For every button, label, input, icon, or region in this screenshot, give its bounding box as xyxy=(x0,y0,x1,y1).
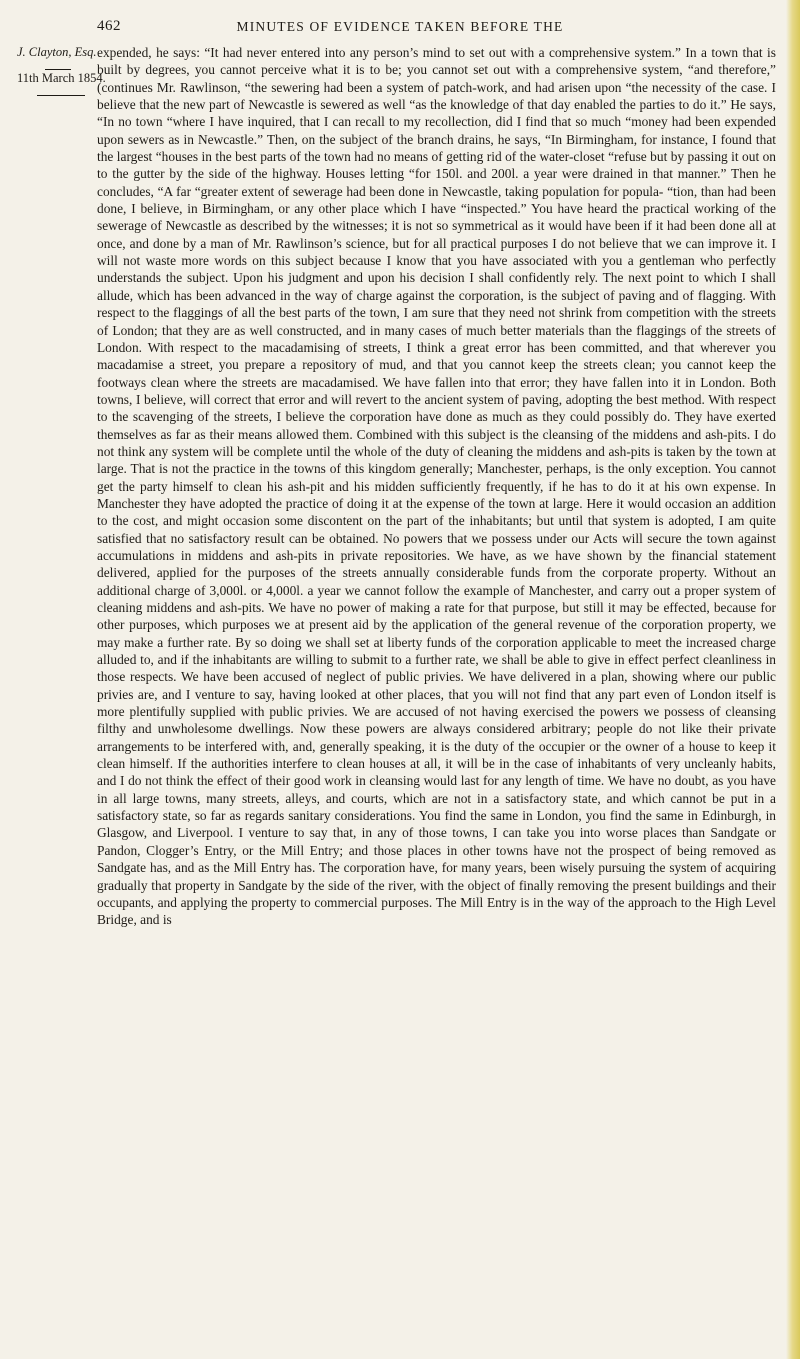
margin-notes xyxy=(17,44,106,96)
page-header xyxy=(0,18,800,40)
body-text xyxy=(97,44,776,929)
page-edge xyxy=(786,0,800,1359)
page-number: 462 xyxy=(97,18,121,34)
session-date: 11th March 1854. xyxy=(17,71,106,85)
witness-name: J. Clayton, Esq. xyxy=(17,45,97,59)
margin-rule-2 xyxy=(37,95,85,96)
running-head: MINUTES OF EVIDENCE TAKEN BEFORE THE xyxy=(236,19,564,34)
body-paragraph: expended, he says: “It had never entered into any person’s mind to set out with a comprehensive system.” In a town that is built by degrees, you cannot perceive what it is to be; you cannot set out with a comprehensive system, “and therefore,” (continues Mr. Rawlinson, “the sewering had been a system of patch-work, and had arisen upon “the necessity of the case. I believe that the new part of Newcastle is sewered as well “as the knowledge of that day enabled the parties to do it.” He says, “In no town “where I have inquired, that I can recall to my recollection, did I find that so much “money had been expended upon sewers as in Newcastle.” Then, on the subject of the branch drains, he says, “In Birmingham, for instance, I found that the largest “houses in the best parts of the town had no means of getting rid of the water-closet “refuse but by passing it out on to the gutter by the side of the highway. Houses letting “for 150l. and 200l. a year were drained in that manner.” Then he concludes, “A far “greater extent of sewerage had been done in Newcastle, taking population for popula- “tion, than had been done, I believe, in Birmingham, or any other place which I have “inspected.” You have heard the practical working of the sewerage of Newcastle as described by the witnesses; it is not so symmetrical as it would have been if it had been done all at once, and done by a man of Mr. Rawlinson’s science, but for all practical purposes I do not believe that we can improve it. I will not waste more words on this subject because I know that you have associated with you a gentleman who perfectly understands the subject. Upon his judgment and upon his decision I shall confidently rely. The next point to which I shall allude, which has been advanced in the way of charge against the corporation, is the subject of paving and of flagging. With respect to the flaggings of all the best parts of the town, I am sure that they need not shrink from competition with the streets of London; that they are as well constructed, and in many cases of much better materials than the flaggings of the streets of London. With respect to the macadamising of streets, I think a great error has been committed, and that wherever you macadamise a street, you prepare a repository of mud, and that you cannot keep the streets clean; you cannot keep the footways clean where the streets are macadamised. We have fallen into that error; they have fallen into it in London. Both towns, I believe, will correct that error and will revert to the ancient system of paving, adopting the best method. With respect to the scavenging of the streets, I believe the corporation have done as much as they could possibly do. They have exerted themselves as far as their means allowed them. Combined with this subject is the cleansing of the middens and ash-pits. I do not think any system will be complete until the whole of the duty of cleaning the middens and ash-pits is taken by the town at large. That is not the practice in the towns of this kingdom generally; Manchester, perhaps, is the only exception. You cannot get the party himself to clean his ash-pit and his midden sufficiently frequently, if he has to do it at his own expense. In Manchester they have adopted the practice of doing it at the expense of the town at large. Here it would occasion an addition to the cost, and might occasion some discontent on the part of the inhabitants; but until that system is adopted, I am quite satisfied that no satisfactory result can be obtained. No powers that we possess under our Acts will secure the town against accumulations in middens and ash-pits in private repositories. We have, as we have shown by the financial statement delivered, applied for the purposes of the streets annually considerable funds from the corporate property. Without an additional charge of 3,000l. or 4,000l. a year we cannot follow the example of Manchester, and carry out a proper system of cleaning middens and ash-pits. We have no power of making a rate for that purpose, but still it may be effected, because for other purposes, which purposes we at present aid by the application of the general revenue of the corporation property, we may make a further rate. By so doing we shall set at liberty funds of the corporation applicable to meet the increased charge alluded to, and if the inhabitants are willing to submit to a further rate, we shall be able to give in effect perfect cleanliness in those respects. We have been accused of neglect of public privies. We have delivered in a plan, showing where our public privies are, and I venture to say, having looked at other places, that you will not find that any part even of London itself is more plentifully supplied with public privies. We are accused of not having exercised the powers we possess of cleansing filthy and unwholesome dwellings. Now these powers are always considered arbitrary; people do not like their private arrangements to be interfered with, and, generally speaking, it is the duty of the occupier or the owner of a house to keep it clean himself. If the authorities interfere to clean houses at all, it will be in the case of inhabitants of very uncleanly habits, and I do not think the effect of their good work in cleansing would last for any length of time. We have no doubt, as you have in all large towns, many streets, alleys, and courts, which are not in a satisfactory state, and which cannot be put in a satisfactory state, so far as regards sanitary considerations. You find the same in London, you find the same in Edinburgh, in Glasgow, and Liverpool. I venture to say that, in any of those towns, I can take you into worse places than Sandgate or Pandon, Clogger’s Entry, or the Mill Entry; and those places in other towns have not the prospect of being removed as Sandgate has, and as the Mill Entry has. The corporation have, for many years, been wisely pursuing the system of acquiring gradually that property in Sandgate by the side of the river, with the object of finally removing the present buildings and their occupants, and applying the property to commercial purposes. The Mill Entry is in the way of the approach to the High Level Bridge, and is xyxy=(97,45,776,928)
